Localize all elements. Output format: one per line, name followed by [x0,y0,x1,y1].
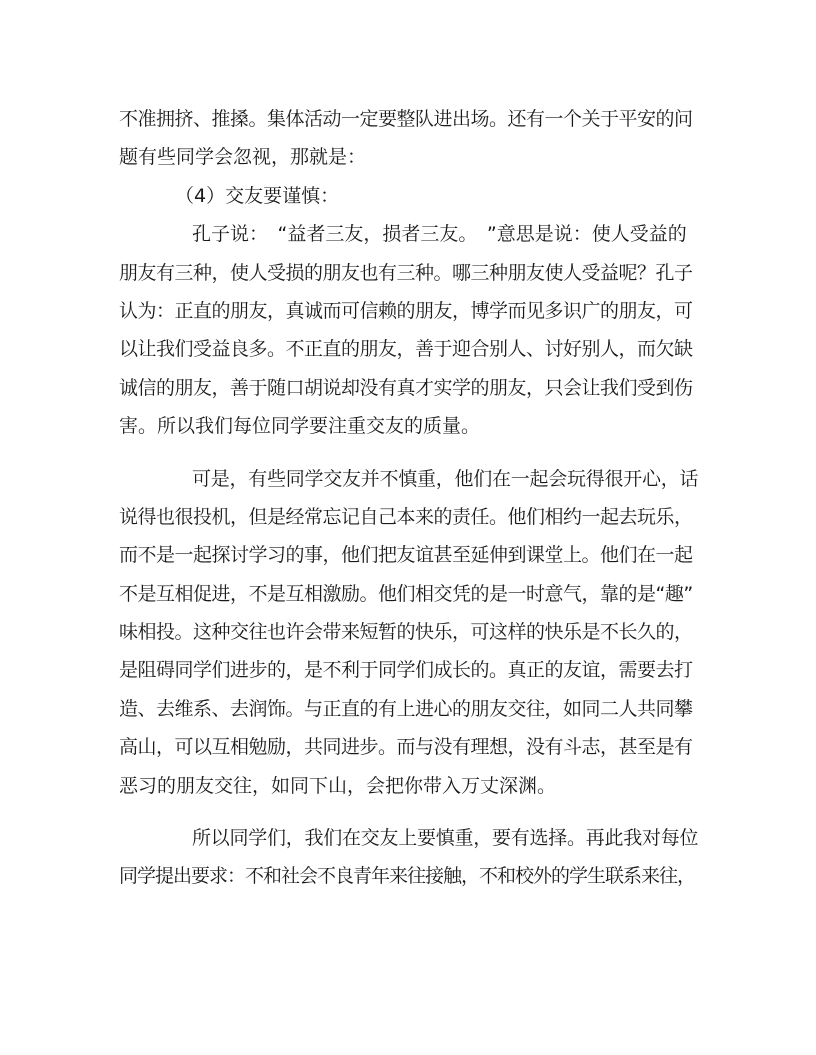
text-line: 题有些同学会忽视，那就是： [119,146,367,169]
text-line: 恶习的朋友交往，如同下山，会把你带入万丈深渊。 [119,774,557,797]
paragraph-spacer [119,805,699,819]
text-line: 味相投。这种交往也许会带来短暂的快乐，可这样的快乐是不长久的， [119,621,693,644]
text-line: 认为：正直的朋友，真诚而可信赖的朋友，博学而见多识广的朋友，可 [119,299,693,322]
text-line: 不准拥挤、推搡。集体活动一定要整队进出场。还有一个关于平安的问 [119,108,693,130]
text-line: 可是，有些同学交友并不慎重，他们在一起会玩得很开心，话 [192,467,699,490]
text-line: 造、去维系、去润饰。与正直的有上进心的朋友交往，如同二人共同攀 [119,697,693,720]
text-line: 孔子说： “益者三友，损者三友。 ”意思是说：使人受益的 [192,223,687,246]
text-line: 所以同学们，我们在交友上要慎重，要有选择。再此我对每位 [192,827,699,850]
text-line: 诚信的朋友，善于随口胡说却没有真才实学的朋友，只会让我们受到伤 [119,376,693,399]
text-line: 不是互相促进，不是互相激励。他们相交凭的是一时意气，靠的是“趣” [119,582,693,605]
text-line: 说得也很投机，但是经常忘记自己本来的责任。他们相约一起去玩乐， [119,505,693,528]
document-body [119,100,699,896]
text-line: 同学提出要求：不和社会不良青年来往接触，不和校外的学生联系来往， [119,865,696,888]
text-line: 以让我们受益良多。不正直的朋友，善于迎合别人、讨好别人，而欠缺 [119,338,693,361]
section-heading: （4）交友要谨慎： [175,184,340,207]
text-line: 高山，可以互相勉励，共同进步。而与没有理想，没有斗志，甚至是有 [119,736,693,759]
text-line: 朋友有三种，使人受损的朋友也有三种。哪三种朋友使人受益呢？孔子 [119,261,693,284]
text-line: 害。所以我们每位同学要注重交友的质量。 [119,415,481,438]
text-line: 而不是一起探讨学习的事，他们把友谊甚至延伸到课堂上。他们在一起 [119,544,693,567]
paragraph-spacer [119,446,699,460]
text-line: 是阻碍同学们进步的，是不利于同学们成长的。真正的友谊，需要去打 [119,659,693,682]
